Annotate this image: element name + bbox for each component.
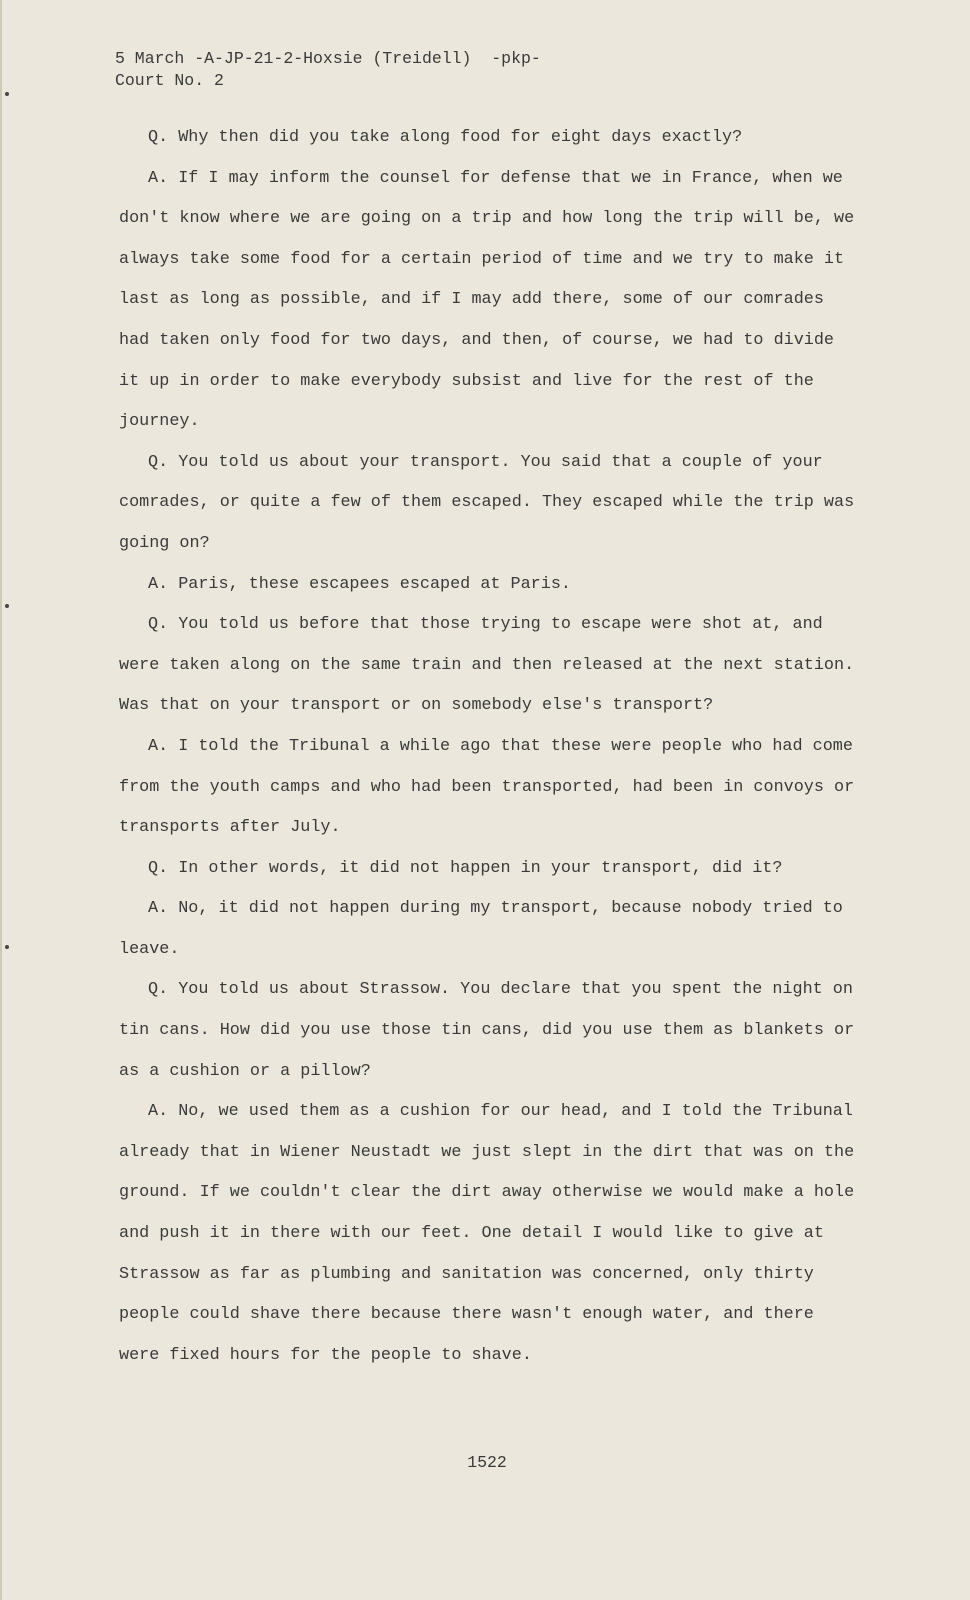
header-line-2: Court No. 2 <box>115 71 224 90</box>
page-number: 1522 <box>467 1453 507 1472</box>
document-header <box>115 48 541 92</box>
margin-mark <box>5 604 9 608</box>
transcript-paragraph: A. I told the Tribunal a while ago that these were people who had come from the youth camps and who had been transported, had been in convoys or transports after July. <box>119 736 855 838</box>
transcript-paragraph: Q. You told us before that those trying to escape were shot at, and were taken along on the same train and then released at the next station. Was that on your transport or on somebody else's transport? <box>119 615 855 716</box>
transcript-paragraph: Q. Why then did you take along food for eight days exactly? <box>148 128 743 147</box>
transcript-paragraph: A. Paris, these escapees escaped at Paris. <box>148 574 571 594</box>
transcript-paragraph: Q. In other words, it did not happen in your transport, did it? <box>148 858 783 878</box>
transcript-paragraph: A. No, it did not happen during my transport, because nobody tried to leave. <box>119 899 843 959</box>
transcript-paragraph: A. If I may inform the counsel for defense that we in France, when we don't know where we are going on a trip and how long the trip will be, we always take some food for a certain period of time and we try to make it last as long as possible, and if I may add there, some of our comrades had taken only food for two days, and then, of course, we had to divide it up in order to make everybody subsist and live for the rest of the journey. <box>119 168 855 432</box>
transcript-paragraph: Q. You told us about your transport. You said that a couple of your comrades, or quite a few of them escaped. They escaped while the trip was going on? <box>119 452 855 553</box>
margin-mark <box>5 92 9 96</box>
header-line-1: 5 March -A-JP-21-2-Hoxsie (Treidell) -pkp- <box>115 49 541 68</box>
transcript-paragraph: A. No, we used them as a cushion for our head, and I told the Tribunal already that in Wiener Neustadt we just slept in the dirt that was on the ground. If we couldn't clear the dirt away otherwise we would make a hole and push it in there with our feet. One detail I would like to give at Strassow as far as plumbing and sanitation was concerned, only thirty people could shave there because there wasn't enough water, and there were fixed hours for the people to shave. <box>119 1102 855 1365</box>
transcript-body <box>119 118 864 1376</box>
transcript-paragraph: Q. You told us about Strassow. You declare that you spent the night on tin cans. How did you use those tin cans, did you use them as blankets or as a cushion or a pillow? <box>119 980 855 1081</box>
margin-mark <box>5 945 9 949</box>
